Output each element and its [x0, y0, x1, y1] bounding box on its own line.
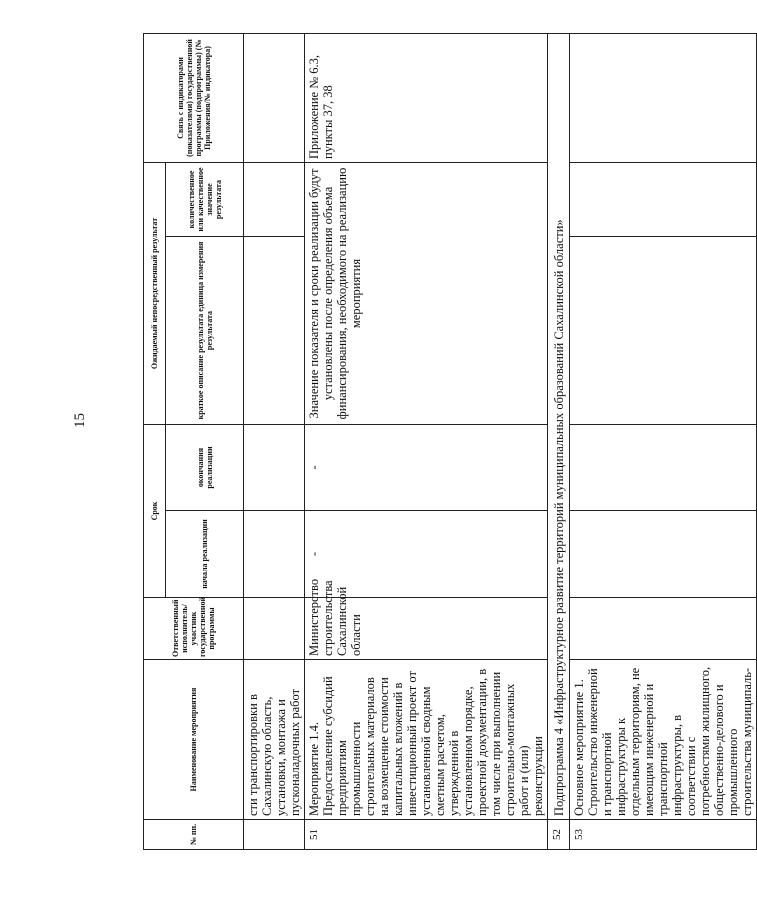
cell-responsible	[570, 598, 757, 660]
header-result-value: количественное или качественное значение результата	[166, 163, 244, 237]
table-row-continued	[244, 34, 305, 850]
cell-responsible: Министерство строительства Сахалинской области	[305, 598, 548, 660]
cell-name: Основное мероприятие 1. Строительство инженерной и транспортной инфраструктуры к отдельным территориям, не имеющим инженерной и транспортной инфраструктуры, в соответствии с потребностями жилищного, общественно-делового и промышленного строительства муниципаль-	[570, 660, 757, 820]
cell-num: 52	[548, 820, 570, 850]
cell-result-value	[244, 163, 305, 237]
cell-num: 53	[570, 820, 757, 850]
header-term-end: окончания реализации	[166, 425, 244, 511]
measures-table	[143, 33, 757, 850]
header-term-start: начала реализации	[166, 511, 244, 598]
subprogram-heading: Подпрограмма 4 «Инфраструктурное развитие территорий муниципальных образований Сахалинской области»	[548, 34, 570, 820]
cell-link	[570, 34, 757, 163]
header-term: Срок	[144, 425, 166, 598]
cell-link: Приложение № 6.3, пункты 37, 38	[305, 34, 548, 163]
table-row-51	[305, 34, 548, 850]
cell-term-end	[244, 425, 305, 511]
cell-term-start: -	[305, 511, 548, 598]
cell-num: 51	[305, 820, 548, 850]
rotated-page	[143, 34, 754, 850]
cell-link	[244, 34, 305, 163]
cell-responsible	[244, 598, 305, 660]
table-row-52	[548, 34, 570, 850]
cell-result: Значение показателя и сроки реализации будут установлены после определения объема финансирования, необходимого на реализацию мероприятия	[305, 163, 548, 425]
table-row-53	[570, 34, 757, 850]
header-responsible: Ответственный исполнитель/участник государственной программы	[144, 598, 244, 660]
cell-term-end	[570, 425, 757, 511]
header-link: Связь с индикаторами (показателями) государственной программы (подпрограммы) (№ Приложения/№ индикатора)	[144, 34, 244, 163]
header-name: Наименование мероприятия	[144, 660, 244, 820]
cell-term-start	[244, 511, 305, 598]
header-num: № пп.	[144, 820, 244, 850]
cell-result-desc	[244, 237, 305, 425]
cell-name: Мероприятие 1.4. Предоставление субсидий предприятиям промышленности строительных материалов на возмещение стоимости капитальных вложений в инвестиционный проект от установленной сводным сметным расчетом, утвержденной в установленном порядке, проектной документации, в том числе при выполнении строительно-монтажных работ и (или) реконструкции	[305, 660, 548, 820]
cell-term-end: -	[305, 425, 548, 511]
header-result-desc: краткое описание результата единица измерения результата	[166, 237, 244, 425]
header-result: Ожидаемый непосредственный результат	[144, 163, 166, 425]
cell-result-value	[570, 163, 757, 237]
cell-name: сти транспортировки в Сахалинскую область, установки, монтажа и пусконаладочных работ	[244, 660, 305, 820]
header-row-1	[144, 34, 166, 850]
cell-num	[244, 820, 305, 850]
page-number: 15	[72, 413, 88, 428]
cell-term-start	[570, 511, 757, 598]
cell-result-desc	[570, 237, 757, 425]
